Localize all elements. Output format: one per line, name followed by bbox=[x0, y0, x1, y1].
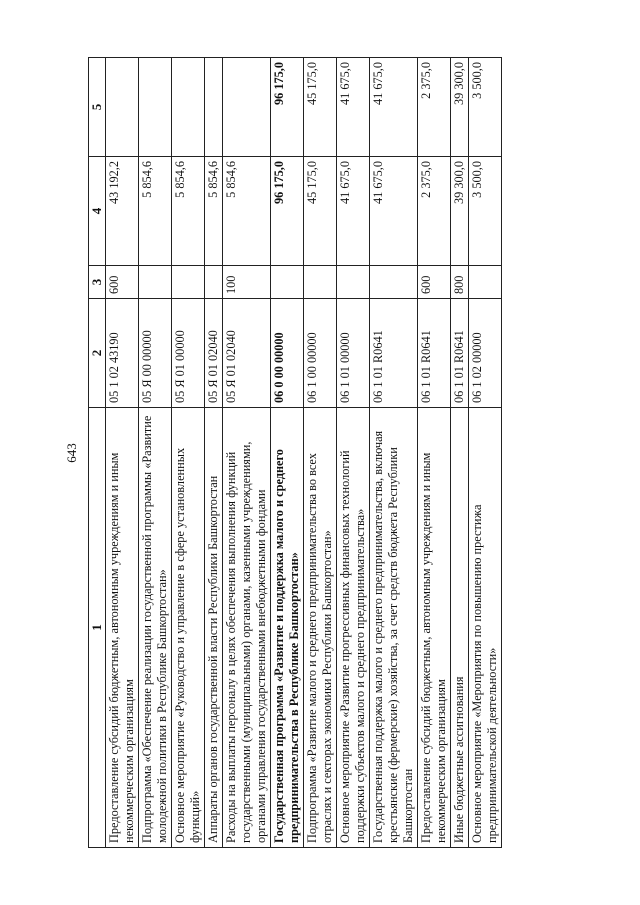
row-name-cell: Аппараты органов государственной власти Республики Башкортостан bbox=[204, 408, 222, 848]
table-row bbox=[105, 58, 138, 848]
row-sum5-cell bbox=[204, 58, 222, 157]
row-sum4-cell: 41 675,0 bbox=[369, 157, 417, 266]
row-name-cell: Основное мероприятие «Мероприятия по повышению престижа предпринимательской деятельности» bbox=[468, 408, 501, 848]
column-header: 5 bbox=[89, 58, 106, 157]
page-number: 643 bbox=[64, 443, 79, 463]
row-sum5-cell: 96 175,0 bbox=[270, 58, 303, 157]
table-header-row bbox=[89, 58, 106, 848]
row-type-cell: 600 bbox=[105, 266, 138, 299]
row-name-cell: Расходы на выплаты персоналу в целях обеспечения выполнения функций государственными (муниципальными) органами, казенными учреждениями, органами управления государственными внебюджетными фондами bbox=[222, 408, 270, 848]
table-row bbox=[204, 58, 222, 848]
table-row bbox=[138, 58, 171, 848]
table-row bbox=[336, 58, 369, 848]
row-sum4-cell: 39 300,0 bbox=[450, 157, 468, 266]
table-row bbox=[270, 58, 303, 848]
row-name-cell: Государственная программа «Развитие и поддержка малого и среднего предпринимательства в Республике Башкортостан» bbox=[270, 408, 303, 848]
row-sum5-cell bbox=[138, 58, 171, 157]
row-code-cell: 05 Я 01 00000 bbox=[171, 299, 204, 408]
row-sum5-cell: 3 500,0 bbox=[468, 58, 501, 157]
row-type-cell: 100 bbox=[222, 266, 270, 299]
row-name-cell: Предоставление субсидий бюджетным, автономным учреждениям и иным некоммерческим организациям bbox=[105, 408, 138, 848]
row-type-cell bbox=[303, 266, 336, 299]
row-name-cell: Основное мероприятие «Развитие прогрессивных финансовых технологий поддержки субъектов малого и среднего предпринимательства» bbox=[336, 408, 369, 848]
row-sum4-cell: 5 854,6 bbox=[171, 157, 204, 266]
row-code-cell: 06 0 00 00000 bbox=[270, 299, 303, 408]
row-type-cell bbox=[270, 266, 303, 299]
column-header: 3 bbox=[89, 266, 106, 299]
row-sum4-cell: 5 854,6 bbox=[204, 157, 222, 266]
row-name-cell: Подпрограмма «Обеспечение реализации государственной программы «Развитие молодежной политики в Республике Башкортостан» bbox=[138, 408, 171, 848]
row-code-cell: 06 1 01 00000 bbox=[336, 299, 369, 408]
row-name-cell: Предоставление субсидий бюджетным, автономным учреждениям и иным некоммерческим организациям bbox=[417, 408, 450, 848]
column-header: 4 bbox=[89, 157, 106, 266]
row-sum4-cell: 45 175,0 bbox=[303, 157, 336, 266]
row-sum5-cell bbox=[105, 58, 138, 157]
row-type-cell bbox=[138, 266, 171, 299]
row-sum5-cell: 41 675,0 bbox=[369, 58, 417, 157]
row-name-cell: Основное мероприятие «Руководство и управление в сфере установленных функций» bbox=[171, 408, 204, 848]
row-code-cell: 06 1 01 R0641 bbox=[450, 299, 468, 408]
row-sum5-cell bbox=[222, 58, 270, 157]
row-type-cell: 800 bbox=[450, 266, 468, 299]
column-header: 1 bbox=[89, 408, 106, 848]
row-type-cell bbox=[204, 266, 222, 299]
row-code-cell: 06 1 01 R0641 bbox=[369, 299, 417, 408]
row-type-cell: 600 bbox=[417, 266, 450, 299]
row-sum4-cell: 43 192,2 bbox=[105, 157, 138, 266]
row-code-cell: 05 Я 01 02040 bbox=[204, 299, 222, 408]
row-sum5-cell bbox=[171, 58, 204, 157]
row-sum5-cell: 2 375,0 bbox=[417, 58, 450, 157]
row-name-cell: Государственная поддержка малого и среднего предпринимательства, включая крестьянские (фермерские) хозяйства, за счет средств бюджета Республики Башкортостан bbox=[369, 408, 417, 848]
row-type-cell bbox=[468, 266, 501, 299]
row-name-cell: Иные бюджетные ассигнования bbox=[450, 408, 468, 848]
column-header: 2 bbox=[89, 299, 106, 408]
row-sum4-cell: 41 675,0 bbox=[336, 157, 369, 266]
row-sum5-cell: 39 300,0 bbox=[450, 58, 468, 157]
table-row bbox=[303, 58, 336, 848]
row-code-cell: 06 1 00 00000 bbox=[303, 299, 336, 408]
row-sum4-cell: 96 175,0 bbox=[270, 157, 303, 266]
row-code-cell: 06 1 01 R0641 bbox=[417, 299, 450, 408]
row-code-cell: 05 Я 01 02040 bbox=[222, 299, 270, 408]
table-row bbox=[450, 58, 468, 848]
row-code-cell: 05 1 02 43190 bbox=[105, 299, 138, 408]
row-sum5-cell: 45 175,0 bbox=[303, 58, 336, 157]
row-type-cell bbox=[171, 266, 204, 299]
row-code-cell: 05 Я 00 00000 bbox=[138, 299, 171, 408]
table-row bbox=[171, 58, 204, 848]
table-row bbox=[369, 58, 417, 848]
row-type-cell bbox=[336, 266, 369, 299]
row-sum5-cell: 41 675,0 bbox=[336, 58, 369, 157]
table-row bbox=[222, 58, 270, 848]
budget-table bbox=[88, 57, 502, 848]
row-sum4-cell: 5 854,6 bbox=[222, 157, 270, 266]
row-type-cell bbox=[369, 266, 417, 299]
table-row bbox=[468, 58, 501, 848]
rotated-page-content bbox=[88, 58, 560, 848]
row-name-cell: Подпрограмма «Развитие малого и среднего предпринимательства во всех отраслях и секторах экономики Республики Башкортостан» bbox=[303, 408, 336, 848]
row-sum4-cell: 2 375,0 bbox=[417, 157, 450, 266]
row-code-cell: 06 1 02 00000 bbox=[468, 299, 501, 408]
row-sum4-cell: 5 854,6 bbox=[138, 157, 171, 266]
row-sum4-cell: 3 500,0 bbox=[468, 157, 501, 266]
table-row bbox=[417, 58, 450, 848]
